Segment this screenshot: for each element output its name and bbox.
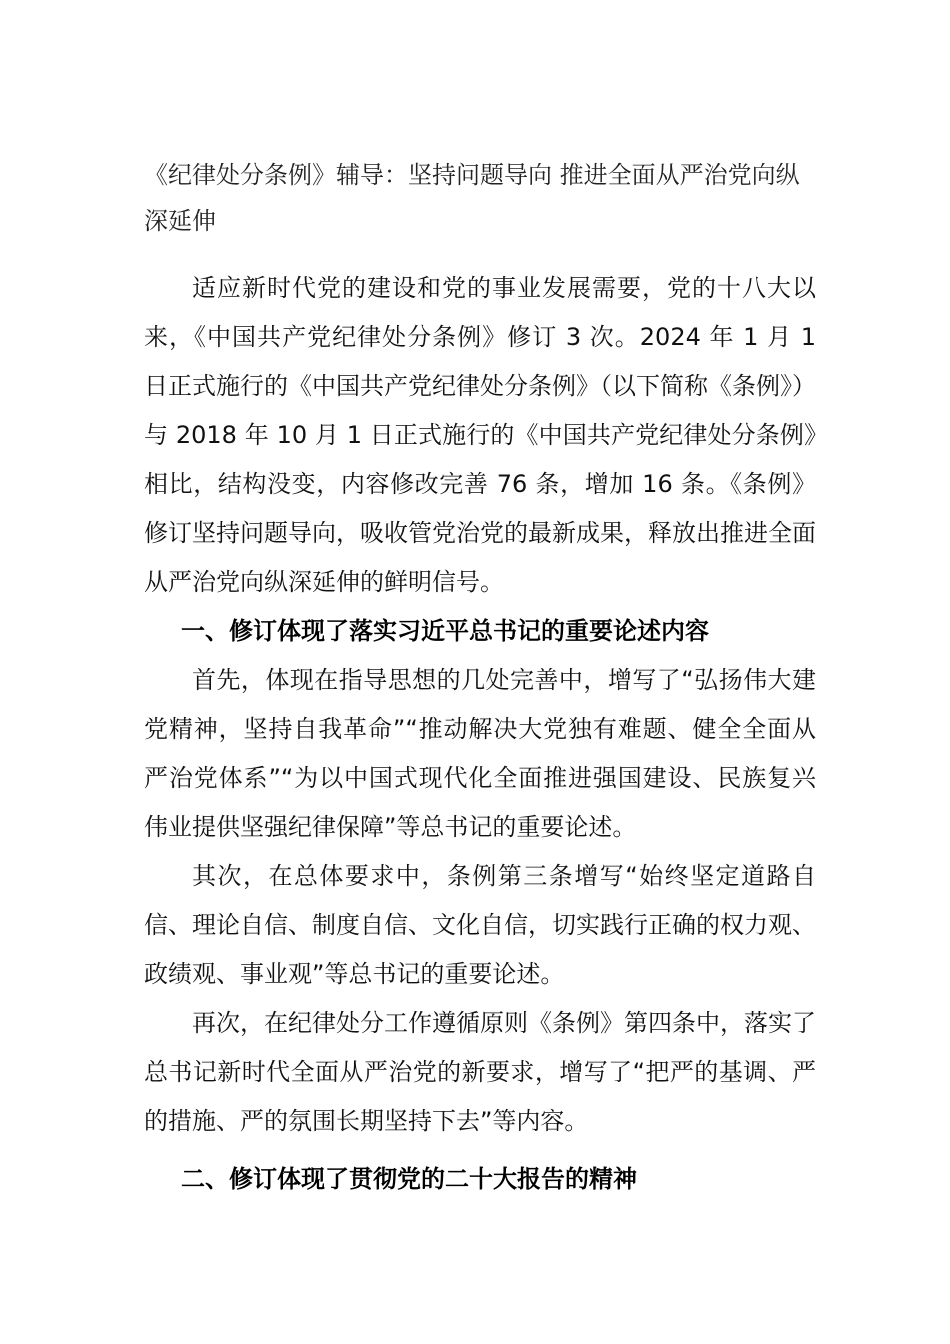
- document-body: [144, 152, 816, 1204]
- section-heading-1: 一、修订体现了落实习近平总书记的重要论述内容: [181, 617, 709, 645]
- section-1-paragraph-2: 其次，在总体要求中，条例第三条增写“始终坚定道路自信、理论自信、制度自信、文化自信，切实践行正确的权力观、政绩观、事业观”等总书记的重要论述。: [144, 862, 816, 988]
- section-heading-2: 二、修订体现了贯彻党的二十大报告的精神: [181, 1165, 637, 1193]
- section-1-paragraph-1: 首先，体现在指导思想的几处完善中，增写了“弘扬伟大建党精神，坚持自我革命”“推动解决大党独有难题、健全全面从严治党体系”“为以中国式现代化全面推进强国建设、民族复兴伟业提供坚强纪律保障”等总书记的重要论述。: [144, 666, 816, 841]
- intro-paragraph: 适应新时代党的建设和党的事业发展需要，党的十八大以来，《中国共产党纪律处分条例》修订 3 次。2024 年 1 月 1 日正式施行的《中国共产党纪律处分条例》（以下简称《条例》）与 2018 年 10 月 1 日正式施行的《中国共产党纪律处分条例》相比，结构没变，内容修改完善 76 条，增加 16 条。《条例》修订坚持问题导向，吸收管党治党的最新成果，释放出推进全面从严治党向纵深延伸的鲜明信号。: [144, 274, 816, 596]
- document-title: 《纪律处分条例》辅导：坚持问题导向 推进全面从严治党向纵深延伸: [144, 161, 800, 235]
- section-1-paragraph-3: 再次，在纪律处分工作遵循原则《条例》第四条中，落实了总书记新时代全面从严治党的新要求，增写了“把严的基调、严的措施、严的氛围长期坚持下去”等内容。: [144, 1009, 816, 1135]
